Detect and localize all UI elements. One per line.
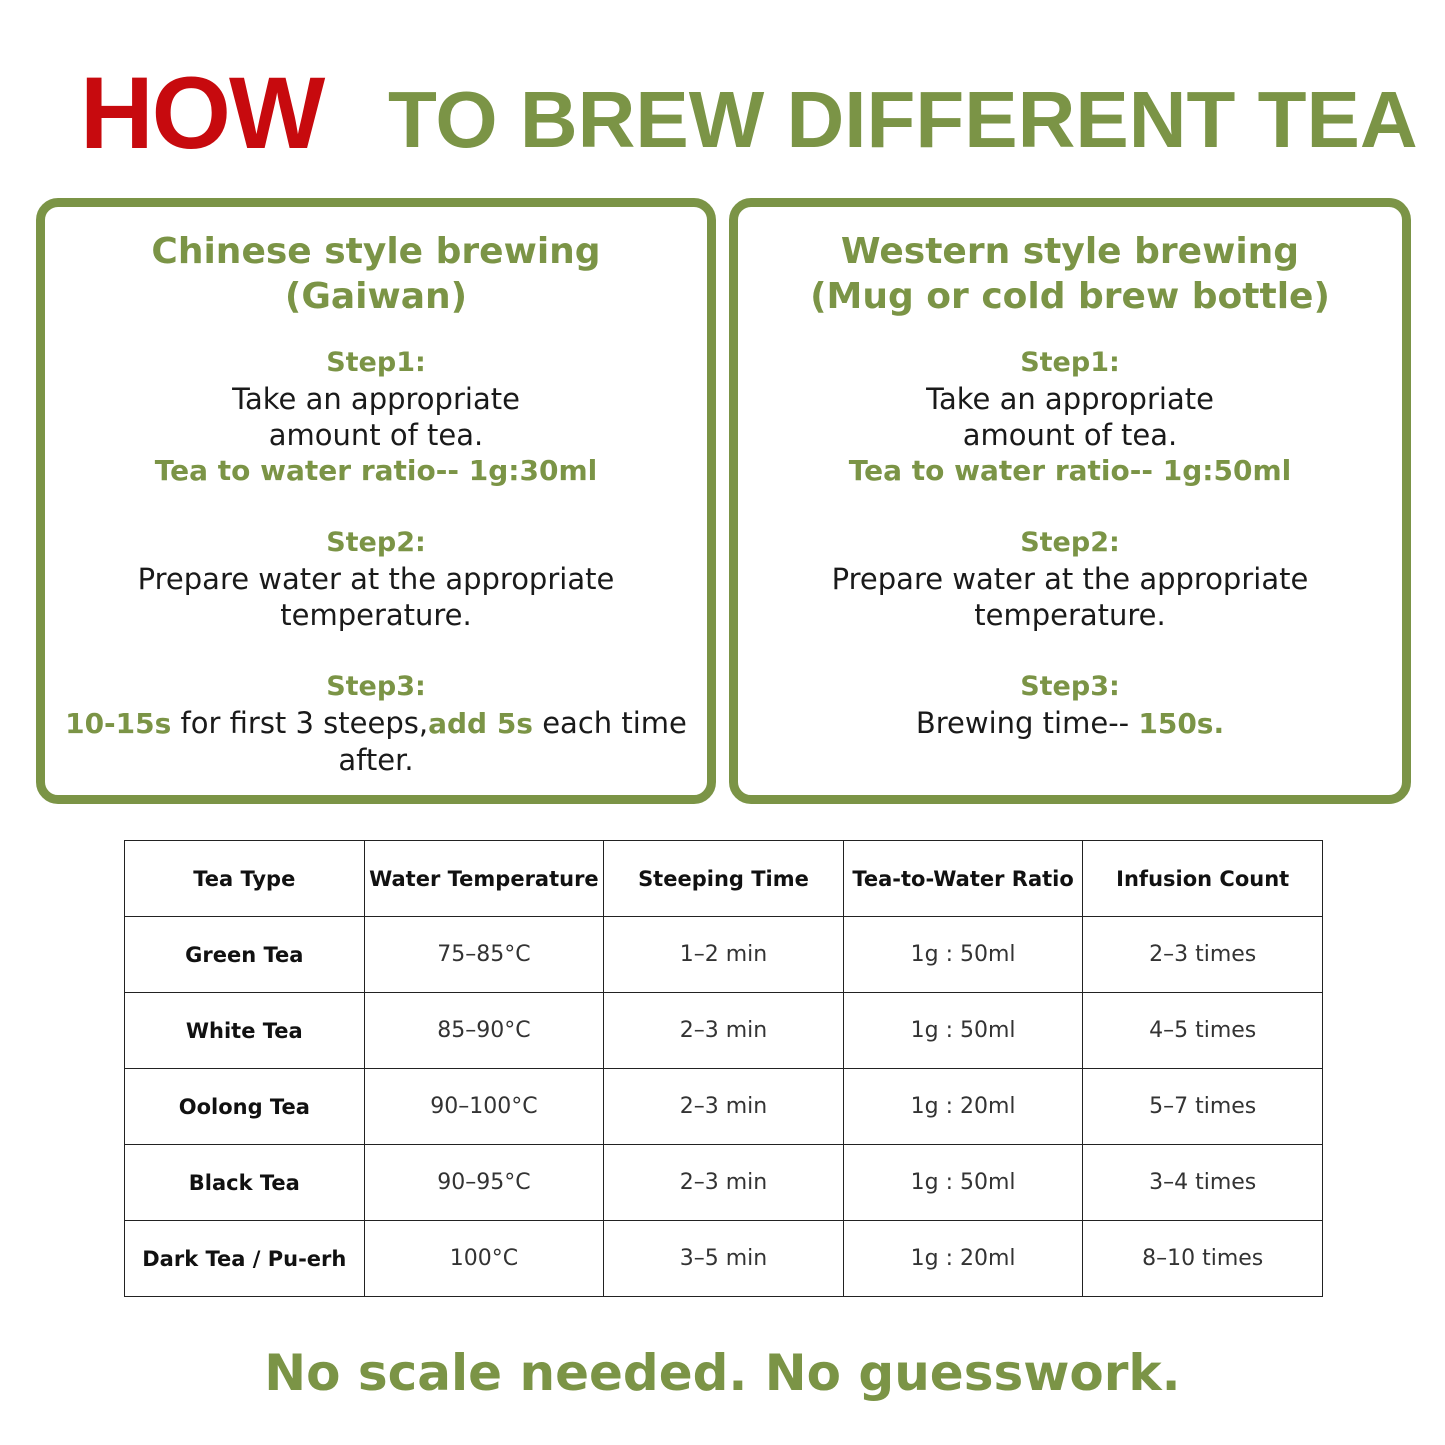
- headline-rest: TO BREW DIFFERENT TEA: [388, 75, 1418, 164]
- cell-water-temperature: 90–95°C: [364, 1145, 604, 1221]
- chinese-title-line1: Chinese style brewing: [151, 231, 601, 272]
- chinese-step3-label: Step3:: [326, 671, 426, 702]
- cell-water-temperature: 85–90°C: [364, 993, 604, 1069]
- footer-tagline: No scale needed. No guesswork.: [264, 1344, 1181, 1402]
- cell-steeping-time: 2–3 min: [604, 1069, 844, 1145]
- western-brewing-panel: [729, 198, 1411, 804]
- table-row: [125, 1069, 1323, 1145]
- western-step2-text-line1: Prepare water at the appropriate: [831, 562, 1309, 596]
- cell-ratio: 1g : 20ml: [843, 1221, 1083, 1297]
- western-step2-label: Step2:: [1020, 527, 1120, 558]
- chinese-step2-text-line2: temperature.: [280, 598, 472, 632]
- western-step1-text-line1: Take an appropriate: [926, 382, 1214, 416]
- chinese-step2-text-line1: Prepare water at the appropriate: [137, 562, 615, 596]
- cell-infusion-count: 8–10 times: [1083, 1221, 1323, 1297]
- chinese-step2-label: Step2:: [326, 527, 426, 558]
- chinese-title-line2: (Gaiwan): [284, 276, 468, 317]
- table-header-row: [125, 841, 1323, 917]
- chinese-step1-text-line2: amount of tea.: [268, 418, 484, 452]
- chinese-step3-text-part3: after.: [338, 743, 414, 777]
- cell-steeping-time: 1–2 min: [604, 917, 844, 993]
- western-step1-ratio: Tea to water ratio-- 1g:50ml: [848, 454, 1292, 487]
- cell-ratio: 1g : 20ml: [843, 1069, 1083, 1145]
- cell-ratio: 1g : 50ml: [843, 993, 1083, 1069]
- cell-tea-type: White Tea: [125, 993, 365, 1069]
- chinese-step3-highlight-add: add 5s: [428, 707, 533, 740]
- headline-how: HOW: [80, 56, 324, 170]
- cell-tea-type: Dark Tea / Pu-erh: [125, 1221, 365, 1297]
- western-title-line1: Western style brewing: [840, 231, 1300, 272]
- western-step1-label: Step1:: [1020, 347, 1120, 378]
- chinese-brewing-panel: [36, 198, 716, 804]
- western-title-line2: (Mug or cold brew bottle): [810, 276, 1330, 317]
- headline: [80, 56, 1418, 170]
- western-step3-text: [738, 705, 1402, 742]
- header-tea-to-water-ratio: Tea-to-Water Ratio: [843, 841, 1083, 917]
- header-steeping-time: Steeping Time: [604, 841, 844, 917]
- cell-steeping-time: 3–5 min: [604, 1221, 844, 1297]
- header-water-temperature: Water Temperature: [364, 841, 604, 917]
- chinese-step3-highlight-time: 10-15s: [65, 707, 172, 740]
- cell-infusion-count: 2–3 times: [1083, 917, 1323, 993]
- western-step3-text-part: Brewing time--: [915, 706, 1139, 740]
- chinese-panel-title: [45, 229, 707, 319]
- cell-water-temperature: 75–85°C: [364, 917, 604, 993]
- chinese-step1-ratio: Tea to water ratio-- 1g:30ml: [154, 454, 598, 487]
- western-panel-title: [738, 229, 1402, 319]
- header-infusion-count: Infusion Count: [1083, 841, 1323, 917]
- western-step2-text-line2: temperature.: [974, 598, 1166, 632]
- western-step3-highlight: 150s.: [1138, 707, 1225, 740]
- cell-steeping-time: 2–3 min: [604, 993, 844, 1069]
- western-step1-text-line2: amount of tea.: [962, 418, 1178, 452]
- cell-ratio: 1g : 50ml: [843, 917, 1083, 993]
- cell-tea-type: Black Tea: [125, 1145, 365, 1221]
- cell-water-temperature: 90–100°C: [364, 1069, 604, 1145]
- cell-ratio: 1g : 50ml: [843, 1145, 1083, 1221]
- cell-infusion-count: 5–7 times: [1083, 1069, 1323, 1145]
- chinese-step1-label: Step1:: [326, 347, 426, 378]
- chinese-step3-text: [45, 705, 707, 742]
- header-tea-type: Tea Type: [125, 841, 365, 917]
- table-row: [125, 1145, 1323, 1221]
- table-row: [125, 917, 1323, 993]
- table-row: [125, 993, 1323, 1069]
- chinese-step1-text-line1: Take an appropriate: [232, 382, 520, 416]
- cell-infusion-count: 4–5 times: [1083, 993, 1323, 1069]
- brewing-table: [124, 840, 1323, 1297]
- cell-water-temperature: 100°C: [364, 1221, 604, 1297]
- cell-tea-type: Oolong Tea: [125, 1069, 365, 1145]
- cell-steeping-time: 2–3 min: [604, 1145, 844, 1221]
- chinese-step3-text-part2: each time: [532, 706, 687, 740]
- western-step3-label: Step3:: [1020, 671, 1120, 702]
- table-row: [125, 1221, 1323, 1297]
- cell-infusion-count: 3–4 times: [1083, 1145, 1323, 1221]
- cell-tea-type: Green Tea: [125, 917, 365, 993]
- chinese-step3-text-part1: for first 3 steeps,: [171, 706, 429, 740]
